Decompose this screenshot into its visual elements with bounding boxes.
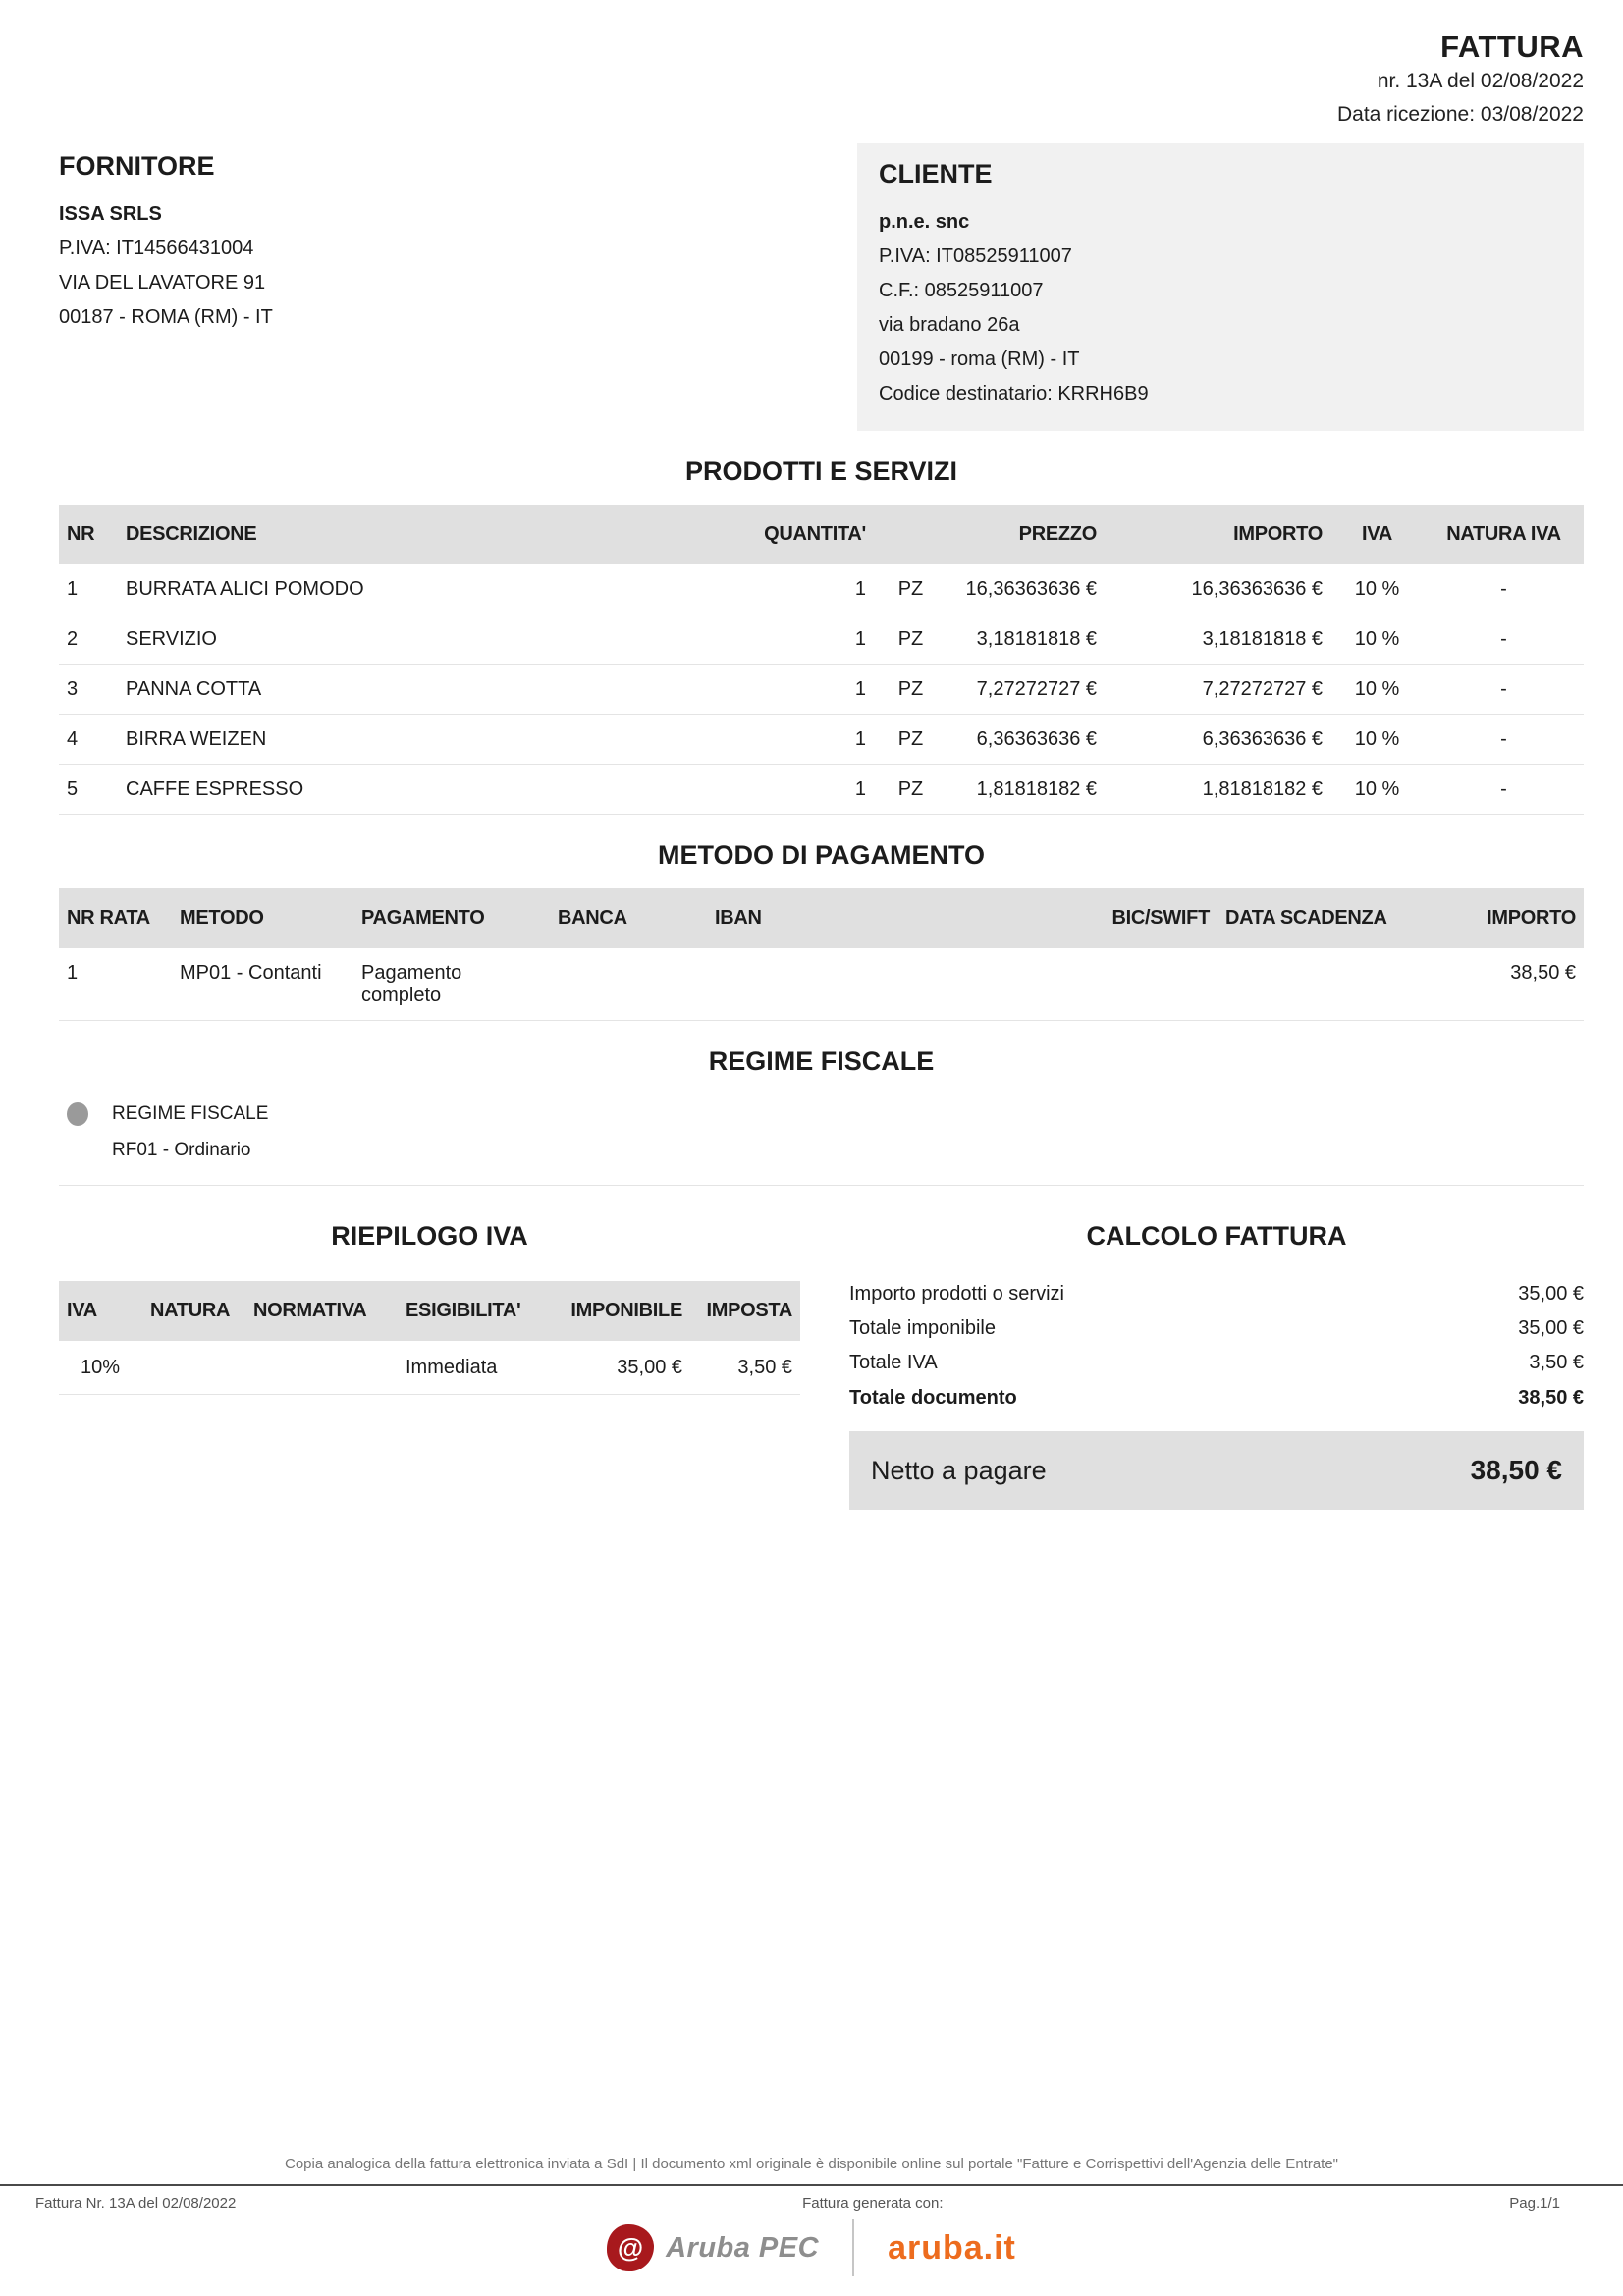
product-description: CAFFE ESPRESSO — [118, 765, 717, 815]
vat-taxable: 35,00 € — [545, 1341, 690, 1395]
product-row — [59, 765, 1584, 815]
col-header-nr: NR — [59, 505, 118, 564]
document-title: FATTURA — [1440, 29, 1584, 64]
regime-section-title: REGIME FISCALE — [708, 1046, 935, 1076]
payment-bic — [1055, 948, 1217, 1021]
invoice-calc-block — [849, 1196, 1584, 1510]
product-vat: 10 % — [1330, 564, 1424, 614]
product-row — [59, 715, 1584, 765]
product-vat: 10 % — [1330, 715, 1424, 765]
product-quantity: 1 — [717, 614, 874, 665]
calc-row — [849, 1346, 1584, 1380]
products-table — [59, 505, 1584, 815]
product-nr: 3 — [59, 665, 118, 715]
calc-value: 35,00 € — [1518, 1317, 1584, 1339]
supplier-block — [59, 143, 766, 431]
product-price: 16,36363636 € — [947, 564, 1105, 614]
product-description: PANNA COTTA — [118, 665, 717, 715]
col-header-metodo: METODO — [172, 888, 353, 948]
customer-sdi-code: Codice destinatario: KRRH6B9 — [879, 383, 1149, 404]
footer-logos — [0, 2219, 1623, 2276]
product-unit: PZ — [874, 715, 947, 765]
customer-name: p.n.e. snc — [879, 211, 970, 233]
customer-city: 00199 - roma (RM) - IT — [879, 348, 1080, 370]
vat-nature — [142, 1341, 245, 1395]
aruba-pec-logo-text: Aruba PEC — [666, 2231, 820, 2264]
product-quantity: 1 — [717, 665, 874, 715]
supplier-title: FORNITORE — [59, 151, 215, 181]
footer-generated-with: Fattura generata con: — [802, 2195, 944, 2212]
invoice-number-line: nr. 13A del 02/08/2022 — [1377, 70, 1584, 92]
customer-address: via bradano 26a — [879, 314, 1020, 336]
regime-line — [67, 1102, 1584, 1126]
supplier-address: VIA DEL LAVATORE 91 — [59, 272, 266, 294]
calc-label: Totale IVA — [849, 1352, 938, 1373]
product-quantity: 1 — [717, 564, 874, 614]
product-price: 1,81818182 € — [947, 765, 1105, 815]
calc-label: Totale imponibile — [849, 1317, 996, 1339]
product-quantity: 1 — [717, 765, 874, 815]
col-header-um — [874, 505, 947, 564]
page-footer — [0, 2156, 1623, 2296]
reception-date-line: Data ricezione: 03/08/2022 — [1336, 103, 1584, 126]
aruba-pec-logo — [607, 2224, 819, 2271]
product-vat: 10 % — [1330, 765, 1424, 815]
product-vat-nature: - — [1424, 765, 1584, 815]
calc-label: Importo prodotti o servizi — [849, 1283, 1064, 1305]
calc-label: Totale documento — [849, 1387, 1017, 1409]
product-price: 3,18181818 € — [947, 614, 1105, 665]
payment-table — [59, 888, 1584, 1021]
summary-section — [59, 1196, 1584, 1510]
col-header-nr-rata: NR RATA — [59, 888, 172, 948]
calc-row — [849, 1277, 1584, 1311]
regime-value: RF01 - Ordinario — [112, 1140, 251, 1160]
col-header-prezzo: PREZZO — [947, 505, 1105, 564]
regime-block — [59, 1077, 1584, 1186]
vat-tax: 3,50 € — [690, 1341, 800, 1395]
col-header-pagamento: PAGAMENTO — [353, 888, 550, 948]
product-vat-nature: - — [1424, 715, 1584, 765]
col-header-imponibile: IMPONIBILE — [545, 1281, 690, 1341]
wax-seal-at-icon: @ — [607, 2224, 654, 2271]
invoice-calc-title: CALCOLO FATTURA — [1086, 1221, 1347, 1251]
customer-title: CLIENTE — [879, 159, 993, 188]
regime-label: REGIME FISCALE — [112, 1103, 269, 1124]
document-header — [59, 29, 1584, 132]
col-header-iban: IBAN — [707, 888, 1055, 948]
vat-header-row — [59, 1281, 800, 1341]
product-amount: 1,81818182 € — [1105, 765, 1330, 815]
calc-value: 3,50 € — [1529, 1352, 1584, 1373]
col-header-natura: NATURA — [142, 1281, 245, 1341]
supplier-name: ISSA SRLS — [59, 203, 162, 225]
aruba-it-logo-text: aruba.it — [888, 2228, 1016, 2267]
payment-iban — [707, 948, 1055, 1021]
vat-normativa — [245, 1341, 398, 1395]
product-description: SERVIZIO — [118, 614, 717, 665]
product-description: BIRRA WEIZEN — [118, 715, 717, 765]
product-nr: 1 — [59, 564, 118, 614]
col-header-importo: IMPORTO — [1419, 888, 1584, 948]
product-vat-nature: - — [1424, 564, 1584, 614]
footer-page-number: Pag.1/1 — [1509, 2195, 1560, 2212]
col-header-descrizione: DESCRIZIONE — [118, 505, 717, 564]
net-to-pay-label: Netto a pagare — [871, 1455, 1047, 1485]
payment-nr-rata: 1 — [59, 948, 172, 1021]
product-description: BURRATA ALICI POMODO — [118, 564, 717, 614]
payment-bank — [550, 948, 707, 1021]
customer-fiscal-code: C.F.: 08525911007 — [879, 280, 1044, 301]
product-vat-nature: - — [1424, 665, 1584, 715]
col-header-normativa: NORMATIVA — [245, 1281, 398, 1341]
vat-esigibilita: Immediata — [398, 1341, 545, 1395]
products-header-row — [59, 505, 1584, 564]
product-vat: 10 % — [1330, 614, 1424, 665]
col-header-imposta: IMPOSTA — [690, 1281, 800, 1341]
vat-summary-title: RIEPILOGO IVA — [331, 1221, 528, 1251]
product-unit: PZ — [874, 564, 947, 614]
product-quantity: 1 — [717, 715, 874, 765]
payment-header-row — [59, 888, 1584, 948]
col-header-iva: IVA — [59, 1281, 142, 1341]
vat-summary-block — [59, 1196, 800, 1510]
bullet-icon — [67, 1102, 88, 1126]
product-amount: 3,18181818 € — [1105, 614, 1330, 665]
calc-row — [849, 1311, 1584, 1346]
col-header-importo: IMPORTO — [1105, 505, 1330, 564]
products-section-title: PRODOTTI E SERVIZI — [684, 456, 958, 486]
product-nr: 2 — [59, 614, 118, 665]
product-amount: 7,27272727 € — [1105, 665, 1330, 715]
vat-rate: 10% — [59, 1341, 142, 1395]
vat-summary-table — [59, 1281, 800, 1395]
vat-summary-row — [59, 1341, 800, 1395]
col-header-banca: BANCA — [550, 888, 707, 948]
product-row — [59, 564, 1584, 614]
payment-section-title: METODO DI PAGAMENTO — [657, 840, 986, 870]
product-price: 7,27272727 € — [947, 665, 1105, 715]
customer-block — [857, 143, 1584, 431]
product-amount: 16,36363636 € — [1105, 564, 1330, 614]
col-header-esigibilita: ESIGIBILITA' — [398, 1281, 545, 1341]
product-amount: 6,36363636 € — [1105, 715, 1330, 765]
payment-method: MP01 - Contanti — [172, 948, 353, 1021]
product-nr: 4 — [59, 715, 118, 765]
net-to-pay-value: 38,50 € — [1470, 1455, 1562, 1485]
product-vat-nature: - — [1424, 614, 1584, 665]
col-header-bic-swift: BIC/SWIFT — [1055, 888, 1217, 948]
product-vat: 10 % — [1330, 665, 1424, 715]
supplier-vat: P.IVA: IT14566431004 — [59, 238, 254, 259]
col-header-data-scadenza: DATA SCADENZA — [1217, 888, 1419, 948]
footer-disclaimer: Copia analogica della fattura elettronica inviata a SdI | Il documento xml originale è disponibile online sul portale "Fatture e Corrispettivi dell'Agenzia delle Entrate" — [284, 2156, 1338, 2172]
product-price: 6,36363636 € — [947, 715, 1105, 765]
payment-row — [59, 948, 1584, 1021]
calc-value: 38,50 € — [1518, 1387, 1584, 1409]
parties-section — [59, 143, 1584, 431]
logo-divider — [852, 2219, 854, 2276]
payment-type: Pagamento completo — [353, 948, 550, 1021]
col-header-iva: IVA — [1330, 505, 1424, 564]
footer-invoice-ref: Fattura Nr. 13A del 02/08/2022 — [35, 2195, 237, 2212]
supplier-city: 00187 - ROMA (RM) - IT — [59, 306, 273, 328]
product-unit: PZ — [874, 665, 947, 715]
payment-due-date — [1217, 948, 1419, 1021]
product-row — [59, 614, 1584, 665]
calc-row-total — [849, 1381, 1584, 1415]
payment-amount: 38,50 € — [1419, 948, 1584, 1021]
product-row — [59, 665, 1584, 715]
net-to-pay-box — [849, 1431, 1584, 1510]
col-header-natura-iva: NATURA IVA — [1424, 505, 1584, 564]
calc-value: 35,00 € — [1518, 1283, 1584, 1305]
footer-info-row — [0, 2186, 1623, 2212]
customer-vat: P.IVA: IT08525911007 — [879, 245, 1072, 267]
col-header-quantita: QUANTITA' — [717, 505, 874, 564]
product-nr: 5 — [59, 765, 118, 815]
product-unit: PZ — [874, 765, 947, 815]
product-unit: PZ — [874, 614, 947, 665]
invoice-calc-rows — [849, 1277, 1584, 1415]
